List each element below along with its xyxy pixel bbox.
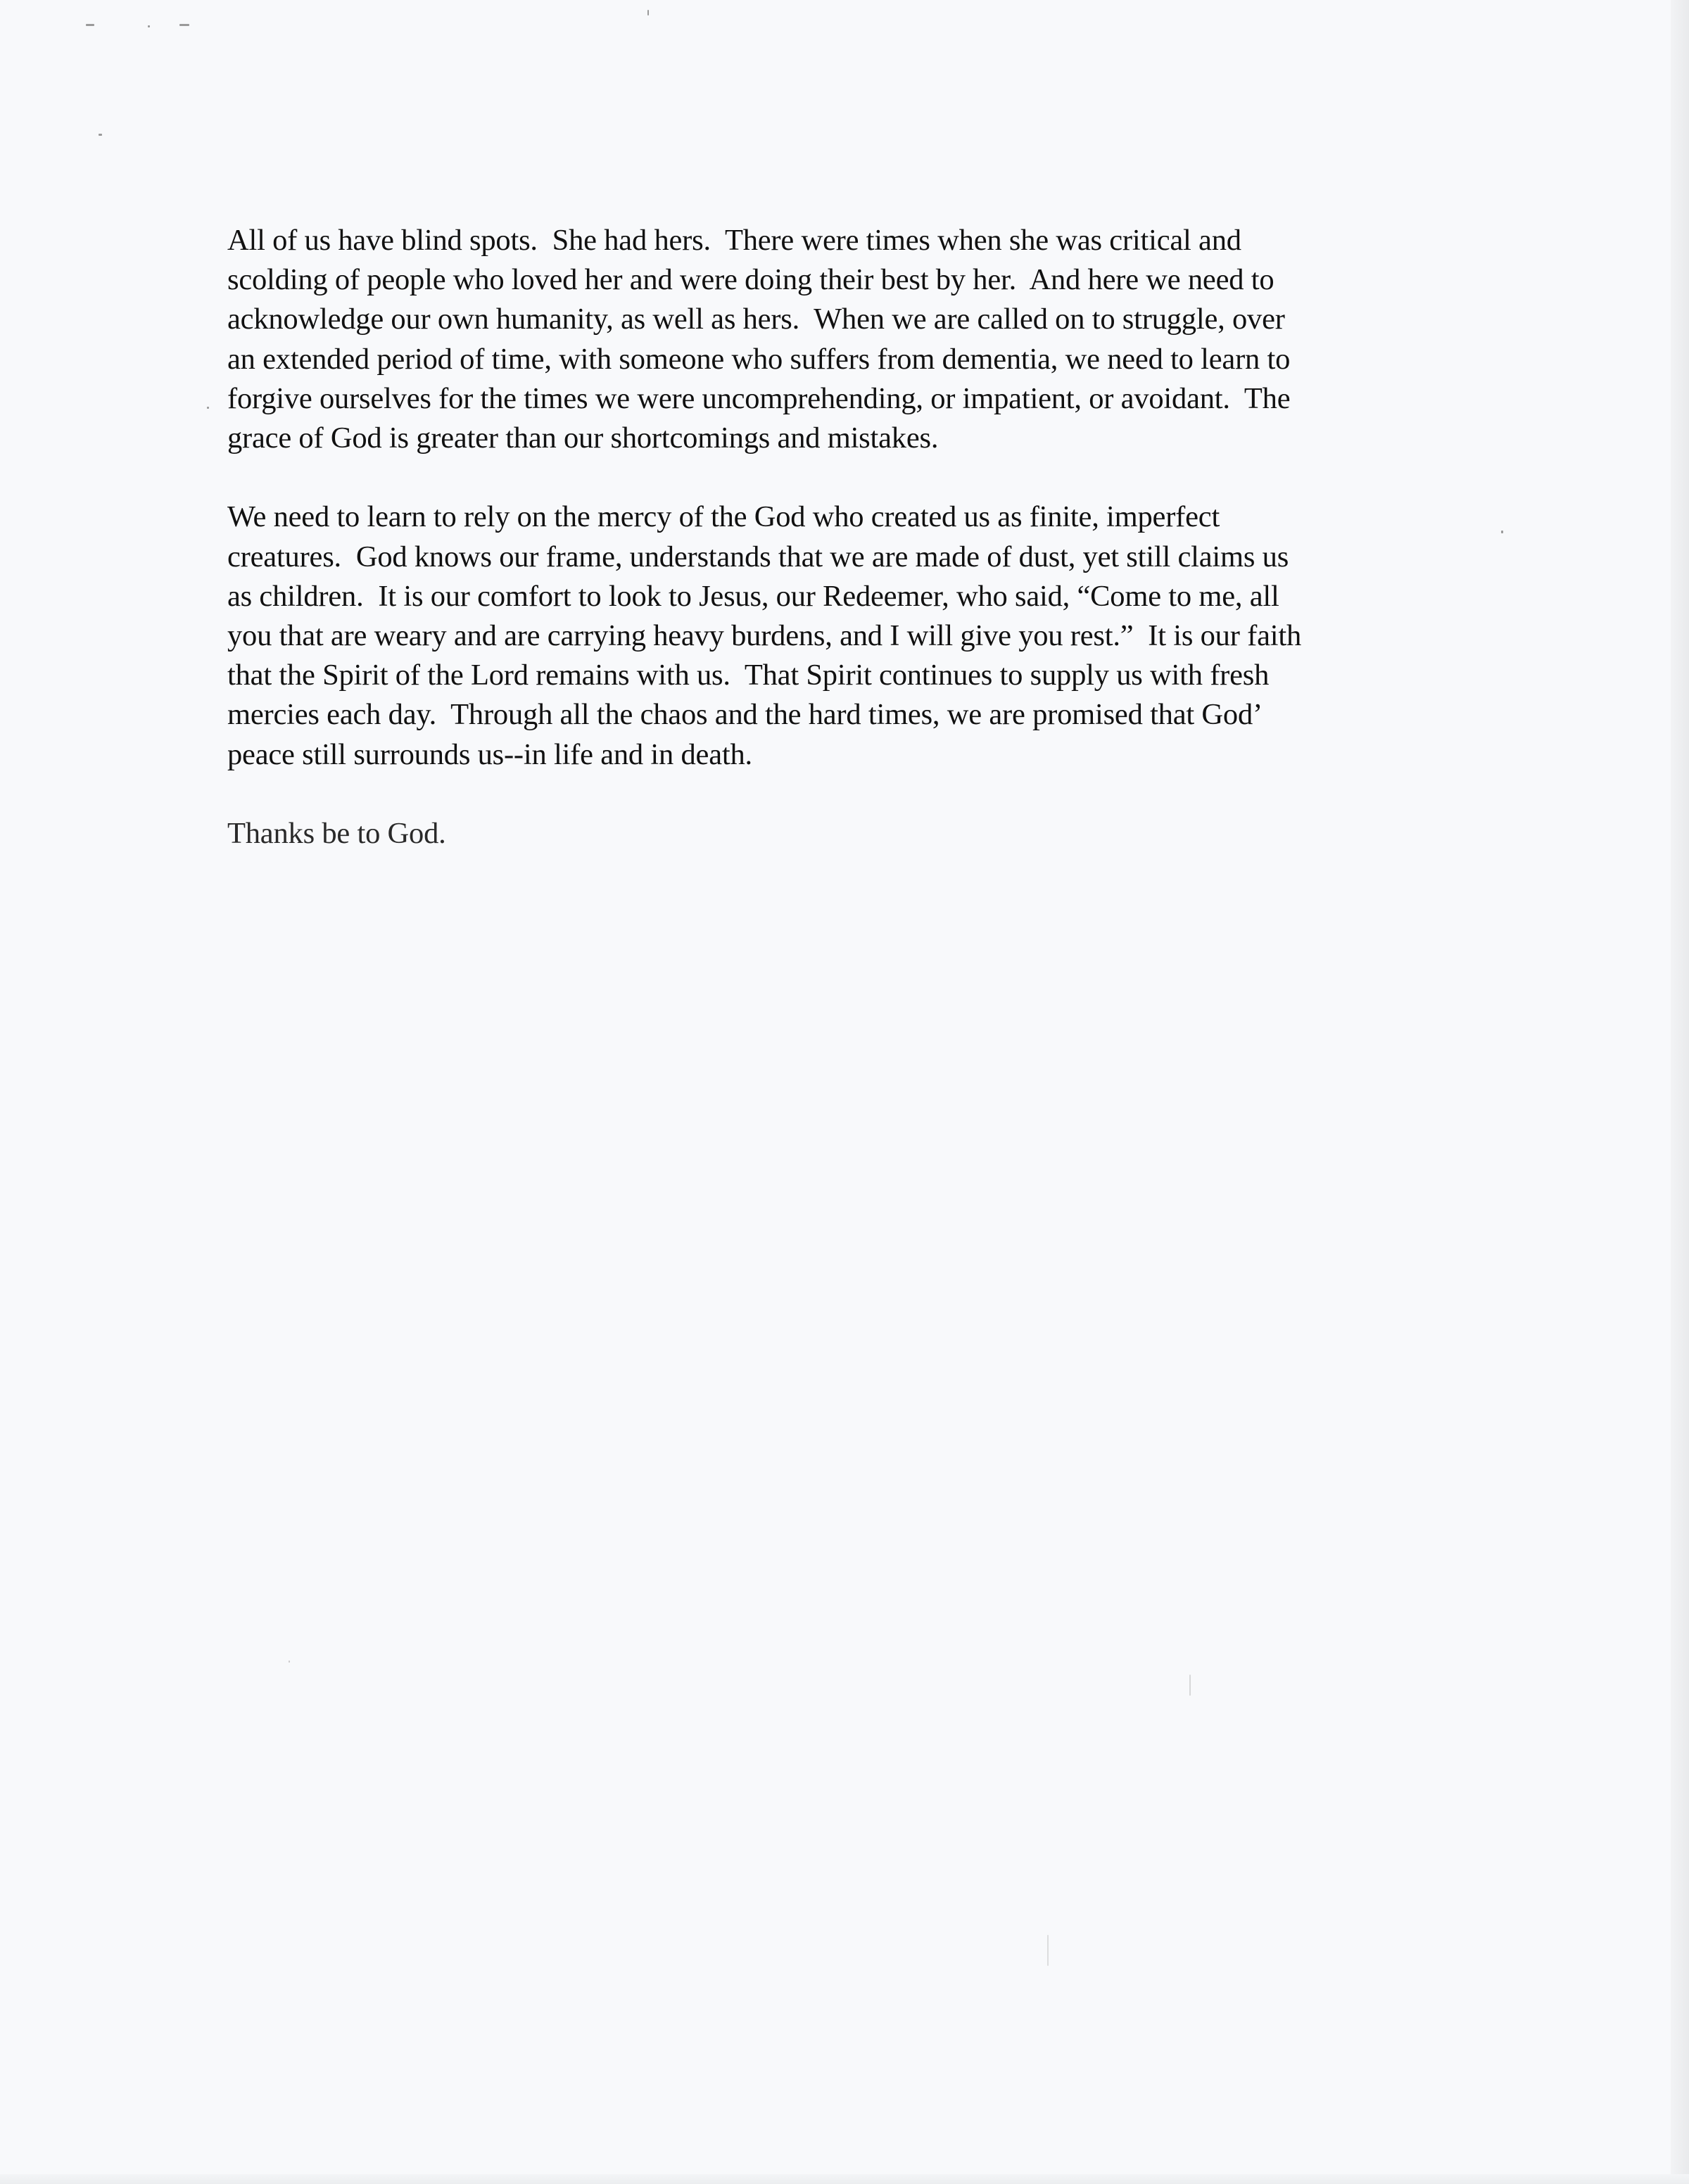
text-line: We need to learn to rely on the mercy of the God who created us as finite, imperfect	[227, 500, 1220, 534]
scan-speck	[148, 25, 150, 27]
closing-line: Thanks be to God.	[227, 817, 446, 851]
text-line: All of us have blind spots. She had hers. There were times when she was critical and	[227, 224, 1241, 257]
text-line: you that are weary and are carrying heavy burdens, and I will give you rest.” It is our faith	[227, 619, 1301, 653]
paragraph-closing	[227, 814, 1438, 853]
paragraph-mercy-of-god	[227, 497, 1438, 774]
letter-body	[227, 221, 1438, 853]
text-line: an extended period of time, with someone who suffers from dementia, we need to learn to	[227, 342, 1291, 376]
paragraph-spacer	[227, 458, 1438, 497]
scan-speck	[179, 24, 189, 26]
scan-speck	[647, 10, 649, 15]
page-edge-shadow-right	[1671, 0, 1689, 2184]
scan-speck	[1501, 531, 1503, 533]
text-line: acknowledge our own humanity, as well as hers. When we are called on to struggle, over	[227, 303, 1285, 336]
text-line: creatures. God knows our frame, understands that we are made of dust, yet still claims us	[227, 540, 1289, 573]
paragraph-blind-spots	[227, 221, 1438, 458]
scan-speck	[86, 24, 94, 26]
scan-speck	[207, 407, 209, 409]
text-line: scolding of people who loved her and were doing their best by her. And here we need to	[227, 263, 1274, 297]
text-line: that the Spirit of the Lord remains with us. That Spirit continues to supply us with fresh	[227, 659, 1270, 692]
paragraph-spacer	[227, 775, 1438, 814]
text-line: forgive ourselves for the times we were uncomprehending, or impatient, or avoidant. The	[227, 381, 1291, 415]
page-edge-shadow-bottom	[0, 2174, 1689, 2184]
scan-speck	[1047, 1935, 1049, 1966]
scan-speck	[289, 1661, 290, 1663]
text-line: grace of God is greater than our shortcomings and mistakes.	[227, 421, 939, 455]
text-line: as children. It is our comfort to look to Jesus, our Redeemer, who said, “Come to me, all	[227, 579, 1279, 613]
text-line: peace still surrounds us--in life and in death.	[227, 737, 752, 771]
text-line: mercies each day. Through all the chaos and the hard times, we are promised that God’	[227, 698, 1263, 732]
scan-speck	[99, 134, 102, 136]
scan-speck	[1189, 1675, 1191, 1696]
